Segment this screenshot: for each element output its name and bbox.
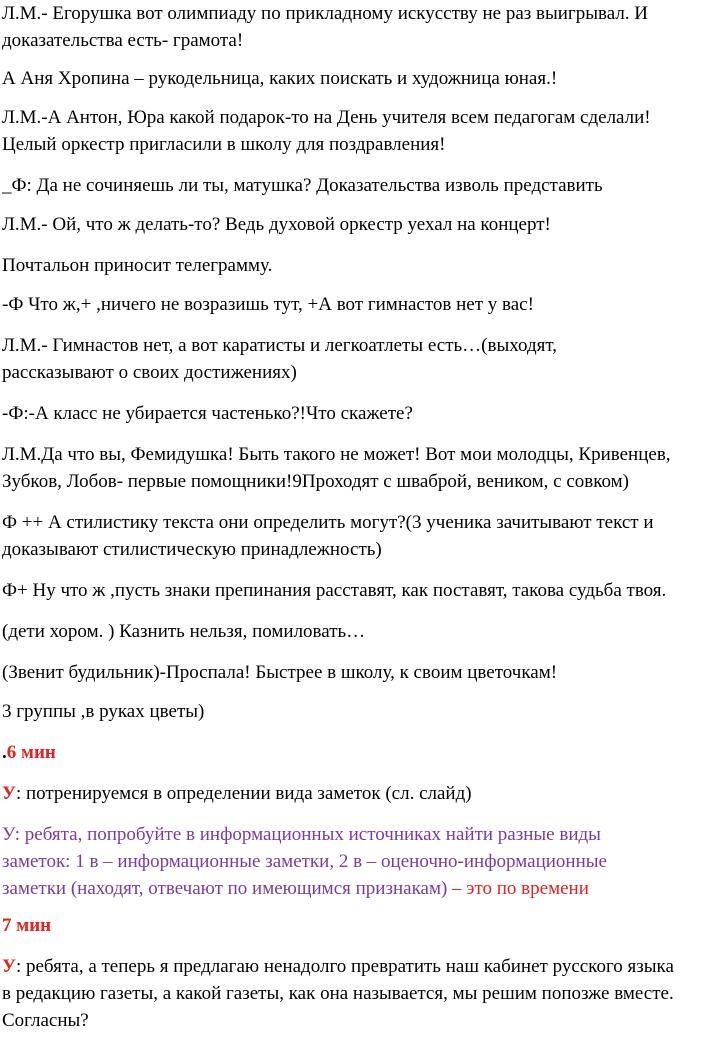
paragraph-line: (Звенит будильник)-Проспала! Быстрее в школу, к своим цветочкам!	[2, 662, 558, 683]
paragraph-line: Целый оркестр пригласили в школу для поздравления!	[2, 134, 446, 155]
task-text: : ребята, а теперь я предлагаю ненадолго превратить наш кабинет русского языка	[15, 956, 674, 977]
paragraph-line: доказывают стилистическую принадлежность)	[2, 539, 382, 560]
purple-line: У: ребята, попробуйте в информационных источниках найти разные виды	[2, 824, 601, 845]
paragraph-line: в редакцию газеты, а какой газеты, как она называется, мы решим попозже вместе.	[2, 983, 674, 1004]
paragraph-line: Л.М.Да что вы, Фемидушка! Быть такого не может! Вот мои молодцы, Кривенцев,	[2, 444, 671, 465]
heading-text: 6 мин	[6, 742, 56, 763]
paragraph-line: Согласны?	[2, 1010, 89, 1031]
paragraph-line: Л.М.- Егорушка вот олимпиаду по прикладному искусству не раз выигрывал. И	[2, 3, 649, 24]
paragraph-line: -Ф Что ж,+ ,ничего не возразишь тут, +А вот гимнастов нет у вас!	[2, 294, 534, 315]
purple-line: заметок: 1 в – информационные заметки, 2 в – оценочно-информационные	[2, 851, 607, 872]
heading-prefix: .	[2, 742, 7, 763]
section-6-task	[2, 780, 472, 807]
paragraph-line: доказательства есть- грамота!	[2, 30, 244, 51]
paragraph-line: А Аня Хропина – рукодельница, каких поискать и художница юная.!	[2, 68, 558, 89]
purple-line: заметки (находят, отвечают по имеющимся признакам)	[2, 878, 448, 899]
paragraph-line: Л.М.- Гимнастов нет, а вот каратисты и легкоатлеты есть…(выходят,	[2, 335, 557, 356]
task-text: : потренируемся в определении вида заметок (сл. слайд)	[15, 783, 472, 804]
paragraph-line: Ф ++ А стилистику текста они определить могут?(3 ученика зачитывают текст и	[2, 512, 654, 533]
paragraph-line: Ф+ Ну что ж ,пусть знаки препинания расставят, как поставят, такова судьба твоя.	[2, 580, 667, 601]
paragraph-line: _Ф: Да не сочиняешь ли ты, матушка? Доказательства изволь представить	[2, 175, 603, 196]
time-note: – это по времени	[447, 878, 589, 899]
paragraph-line: Зубков, Лобов- первые помощники!9Проходят с шваброй, веником, с совком)	[2, 471, 629, 492]
paragraph-line: (дети хором. ) Казнить нельзя, помиловать…	[2, 621, 366, 642]
paragraph-line: Л.М.-А Антон, Юра какой подарок-то на День учителя всем педагогам сделали!	[2, 107, 651, 128]
teacher-marker: У	[2, 956, 16, 977]
teacher-marker: У	[2, 783, 16, 804]
paragraph-line: Л.М.- Ой, что ж делать-то? Ведь духовой оркестр уехал на концерт!	[2, 214, 551, 235]
paragraph-line: 3 группы ,в руках цветы)	[2, 701, 205, 722]
section-7-heading: 7 мин	[2, 915, 52, 936]
paragraph-line: -Ф:-А класс не убирается частенько?!Что скажете?	[2, 403, 413, 424]
purple-line-with-note	[2, 875, 589, 902]
paragraph-line: рассказывают о своих достижениях)	[2, 362, 297, 383]
section-6-heading	[2, 739, 56, 766]
section-7-task	[2, 953, 674, 980]
paragraph-line: Почтальон приносит телеграмму.	[2, 255, 273, 276]
